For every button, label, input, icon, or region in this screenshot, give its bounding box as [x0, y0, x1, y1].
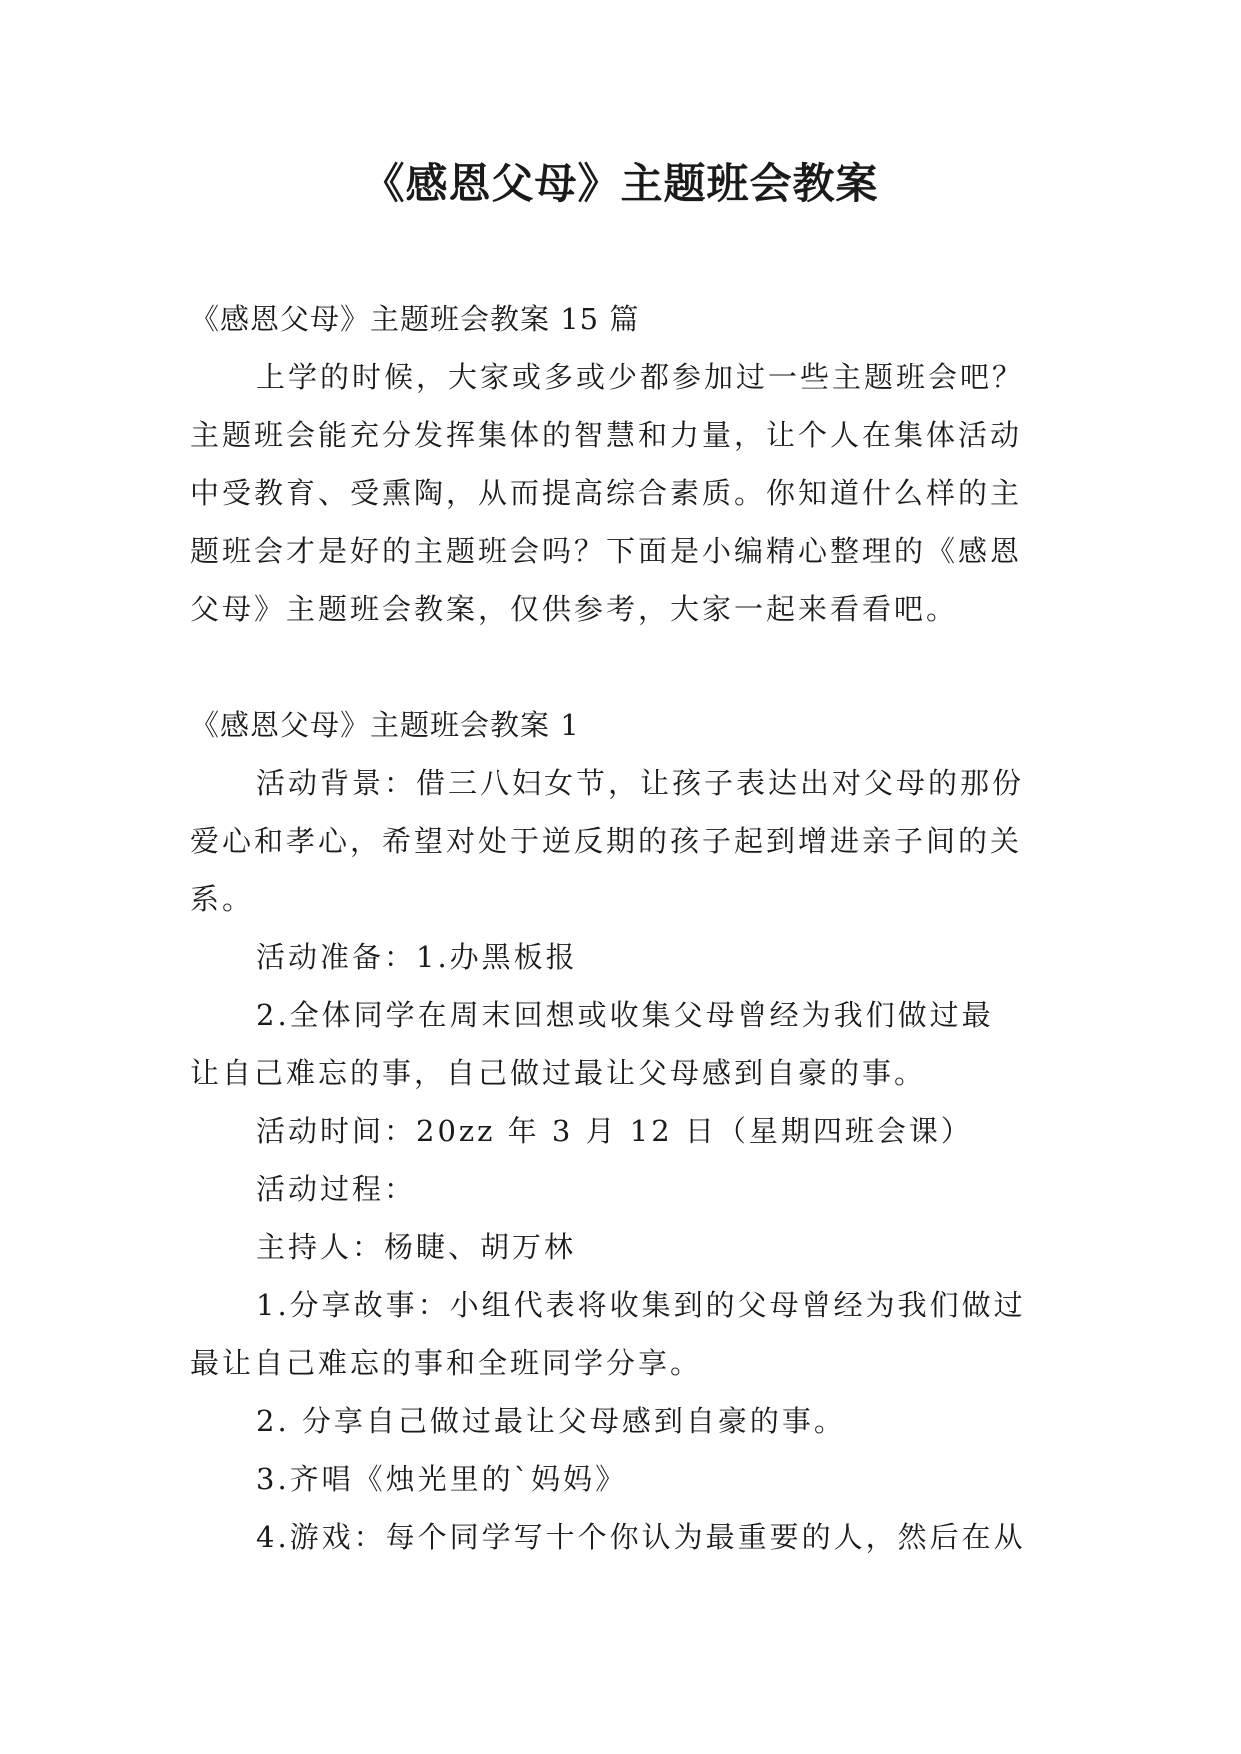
body-line: 1.分享故事：小组代表将收集到的父母曾经为我们做过 [256, 1288, 1026, 1322]
paragraph-spacer [190, 638, 1050, 696]
body-line: 最让自己难忘的事和全班同学分享。 [190, 1346, 703, 1380]
body-line: 活动准备：1.办黑板报 [256, 940, 578, 974]
document-subtitle: 《感恩父母》主题班会教案 15 篇 [190, 302, 640, 336]
body-line: 2.全体同学在周末回想或收集父母曾经为我们做过最 [256, 998, 994, 1032]
body-line: 系。 [190, 882, 255, 916]
intro-line: 中受教育、受熏陶，从而提高综合素质。你知道什么样的主 [190, 476, 1023, 510]
page-title: 《感恩父母》主题班会教案 [362, 159, 879, 208]
body-line: 爱心和孝心，希望对处于逆反期的孩子起到增进亲子间的关 [190, 824, 1023, 858]
body-line: 活动时间：20zz 年 3 月 12 日（星期四班会课） [256, 1114, 973, 1148]
body-line: 3.齐唱《烛光里的`妈妈》 [256, 1462, 628, 1496]
section-heading: 《感恩父母》主题班会教案 1 [190, 708, 580, 742]
intro-line: 上学的时候，大家或多或少都参加过一些主题班会吧？ [256, 360, 1025, 394]
document-body [190, 290, 1050, 1566]
intro-line: 父母》主题班会教案，仅供参考，大家一起来看看吧。 [190, 592, 959, 626]
body-line: 2. 分享自己做过最让父母感到自豪的事。 [256, 1404, 846, 1438]
intro-line: 主题班会能充分发挥集体的智慧和力量，让个人在集体活动 [190, 418, 1023, 452]
body-line: 活动过程： [256, 1172, 417, 1206]
body-line: 4.游戏：每个同学写十个你认为最重要的人，然后在从 [256, 1520, 1026, 1554]
intro-line: 题班会才是好的主题班会吗？下面是小编精心整理的《感恩 [190, 534, 1023, 568]
body-line: 让自己难忘的事，自己做过最让父母感到自豪的事。 [190, 1056, 927, 1090]
body-line: 主持人：杨睫、胡万林 [256, 1230, 577, 1264]
body-line: 活动背景：借三八妇女节，让孩子表达出对父母的那份 [256, 766, 1025, 800]
